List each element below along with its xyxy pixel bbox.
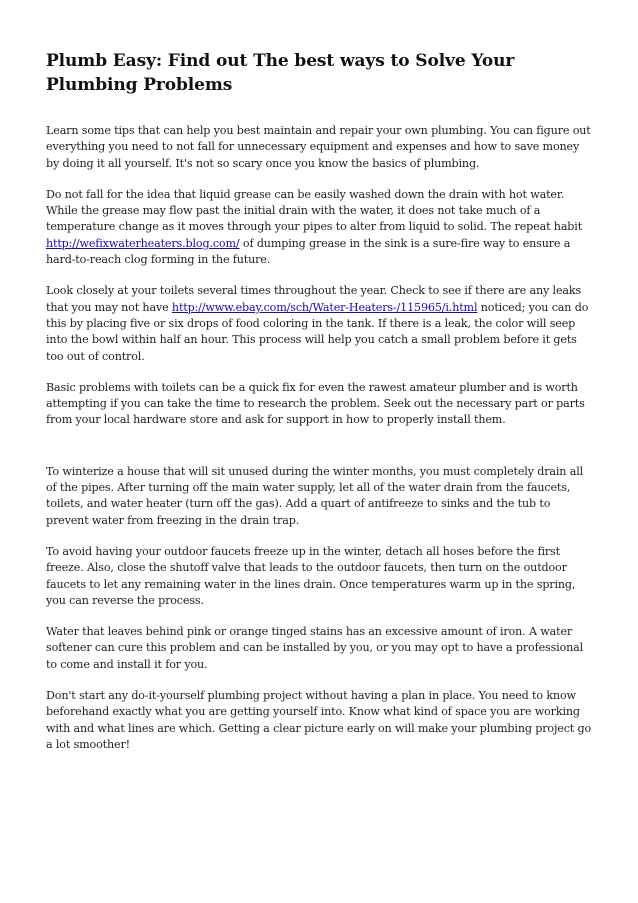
document-page	[46, 49, 594, 768]
paragraph-toilets-leaks	[46, 283, 594, 364]
paragraph-plan: Don't start any do-it-yourself plumbing project without having a plan in place. You need to know beforehand exactly what you are getting yourself into. Know what kind of space you are working with and what lines are which. Getting a clear picture early on will make your plumbing project go a lot smoother!	[46, 689, 592, 751]
paragraph-iron-stains: Water that leaves behind pink or orange tinged stains has an excessive amount of iron. A water softener can cure this problem and can be installed by you, or you may opt to have a professional to come and install it for you.	[46, 625, 584, 671]
link-wefixwaterheaters[interactable]: http://wefixwaterheaters.blog.com/	[46, 236, 240, 250]
paragraph-intro: Learn some tips that can help you best maintain and repair your own plumbing. You can figure out everything you need to not fall for unnecessary equipment and expenses and how to save money by doing it all yourself. It's not so scary once you know the basics of plumbing.	[46, 124, 591, 170]
paragraph-grease	[46, 187, 594, 268]
link-ebay-water-heaters[interactable]: http://www.ebay.com/sch/Water-Heaters-/115965/i.html	[171, 300, 478, 314]
paragraph-winterize: To winterize a house that will sit unused during the winter months, you must completely drain all of the pipes. After turning off the main water supply, let all of the water drain from the faucets, toilets, and water heater (turn off the gas). Add a quart of antifreeze to sinks and the tub to prevent water from freezing in the drain trap.	[46, 464, 584, 527]
page-title: Plumb Easy: Find out The best ways to Solve Your Plumbing Problems	[46, 51, 515, 95]
paragraph-toilet-problems: Basic problems with toilets can be a quick fix for even the rawest amateur plumber and is worth attempting if you can take the time to research the problem. Seek out the necessary part or parts from your local hardware store and ask for support in how to properly install them.	[46, 380, 585, 427]
paragraph-grease-text-start: Do not fall for the idea that liquid grease can be easily washed down the drain with hot water. While the grease may flow past the initial drain with the water, it does not take much of a temperature change as it moves through your pipes to alter from liquid to solid. The repeat habit	[46, 187, 583, 234]
paragraph-outdoor-faucets: To avoid having your outdoor faucets freeze up in the winter, detach all hoses before the first freeze. Also, close the shutoff valve that leads to the outdoor faucets, then turn on the outdoor faucets to let any remaining water in the lines drain. Once temperatures warm up in the spring, you can reverse the process.	[46, 544, 576, 607]
blank-spacer	[46, 444, 594, 464]
paragraph-grease-text-end: of dumping grease in the sink is a sure-fire way to ensure a hard-to-reach clog forming in the future.	[46, 236, 571, 267]
paragraph-toilets-text-start: Look closely at your toilets several times throughout the year. Check to see if there are any leaks that you may not have	[46, 284, 582, 314]
paragraph-toilets-text-end: noticed; you can do this by placing five or six drops of food coloring in the tank. If there is a leak, the color will seep into the bowl within half an hour. This process will help you catch a small problem before it gets too out of control.	[46, 300, 589, 363]
